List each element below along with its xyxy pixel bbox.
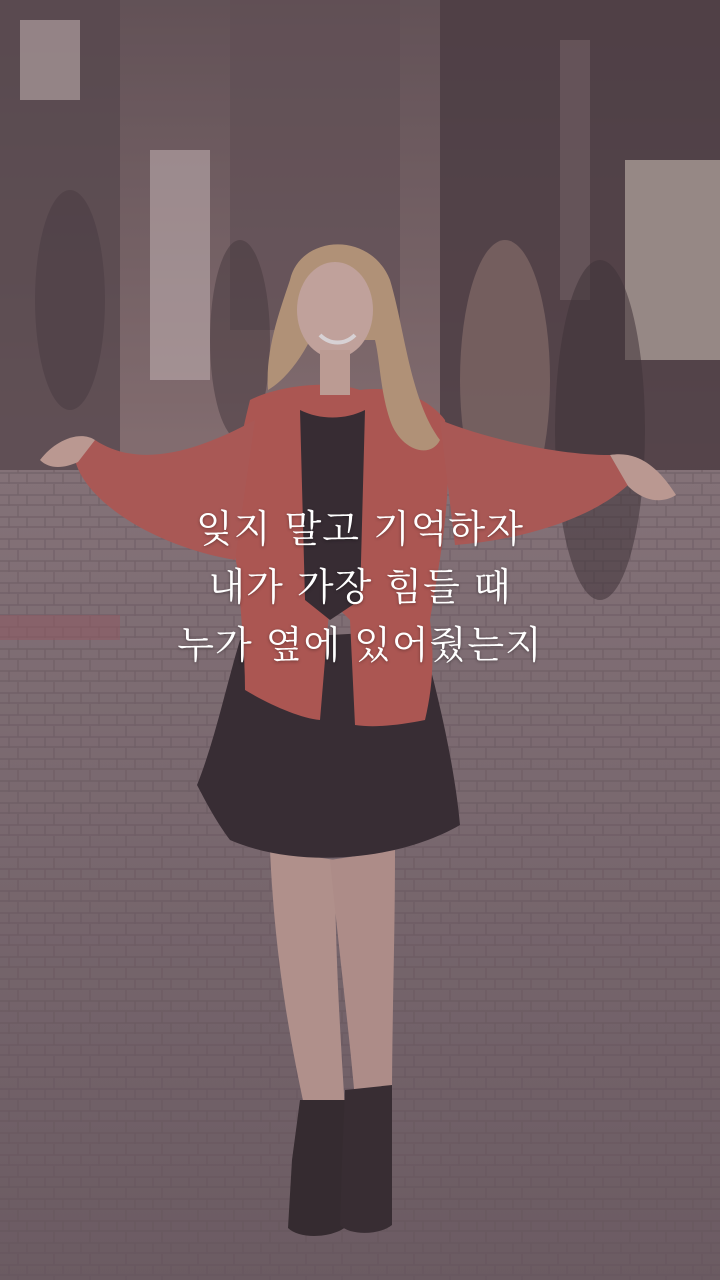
quote-line-3: 누가 옆에 있어줬는지 [177,623,543,667]
quote-line-1: 잊지 말고 기억하자 [196,507,524,551]
quote-text [0,500,720,674]
quote-line-2: 내가 가장 힘들 때 [208,565,512,609]
